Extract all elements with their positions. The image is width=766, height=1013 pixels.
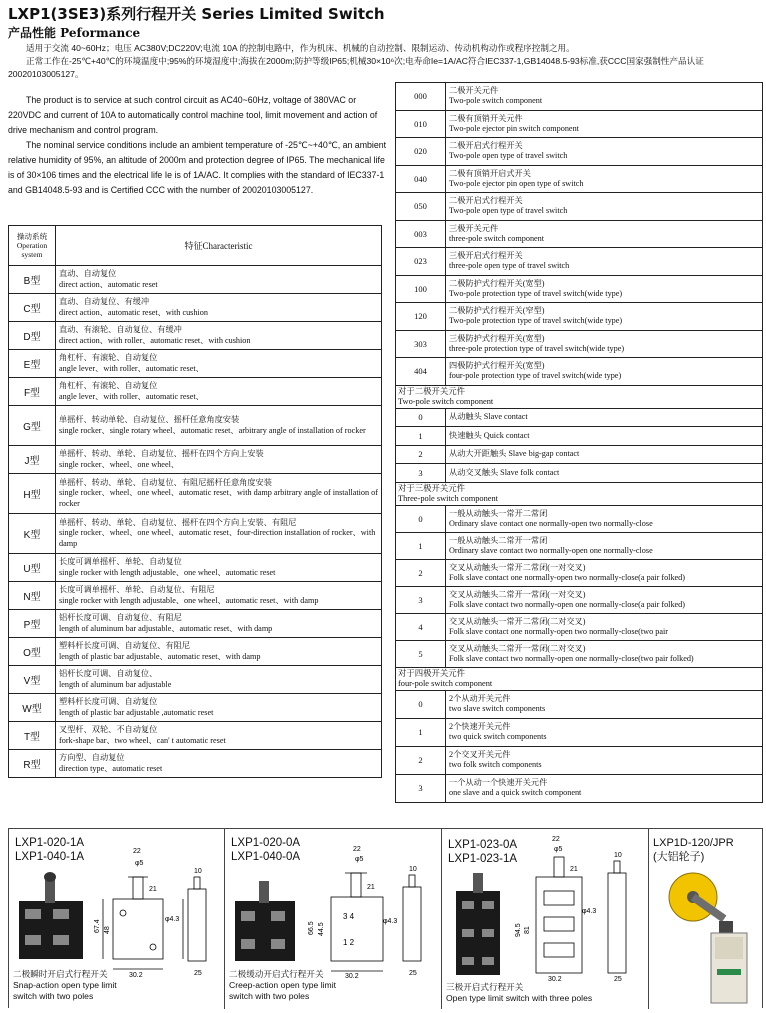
intro-paragraph-1: 适用于交流 40~60Hz；电压 AC380V;DC220V;电流 10A 的控制电路中，作为机床、机械的自动控制、限制运动、传动机构动作或程序控制之用。	[26, 43, 575, 53]
table-row	[396, 445, 763, 464]
description-cn: 一般从动触头一常开二常闭	[449, 508, 548, 518]
intro-paragraph-2: 正常工作在-25℃+40℃的环境温度中;95%的环境湿度中;海拔在2000m;防护等级IP65;机械30×10⁶次;电寿命Ie=1A/AC符合IEC337-1,GB14048.5-93标准,获CCC国家强制性产品认证20020103005127。	[8, 56, 704, 79]
english-paragraph-1: The product is to service at such control circuit as AC40~60Hz, voltage of 380VAC or 220VDC and current of 10A to automatically control machine tool, limit movement and action of drive mechanism and control program.	[8, 95, 378, 135]
code-cell: 0	[396, 505, 446, 532]
description-en: three-pole switch component	[449, 233, 545, 243]
table-row	[396, 138, 763, 166]
dim-302: 30.2	[345, 973, 359, 979]
description-cell	[446, 559, 763, 586]
description-cn: 交叉从动触头二常开一常闭(二对交叉)	[449, 643, 586, 653]
dim-302: 30.2	[548, 976, 562, 983]
switch-photo-2	[229, 867, 307, 967]
dim-10: 10	[614, 852, 622, 859]
description-cell	[446, 774, 763, 802]
switch-code-table	[395, 82, 763, 803]
characteristic-en: single rocker、wheel、one wheel、	[59, 459, 180, 469]
code-cell: 303	[396, 330, 446, 358]
description-en: Two-pole protection type of travel switch(wide type)	[449, 288, 623, 298]
description-en: Folk slave contact one normally-open two normally-close(a pair folked)	[449, 572, 685, 582]
section-three-pole	[396, 482, 763, 505]
description-cn: 2个从动开关元件	[449, 694, 511, 703]
operation-type: V型	[9, 666, 56, 694]
code-cell: 1	[396, 532, 446, 559]
characteristic-cell	[56, 322, 382, 350]
description-cn: 二极开关元件	[449, 86, 499, 96]
table-row	[396, 586, 763, 613]
dim-945: 94.5	[515, 923, 522, 937]
table-row	[9, 322, 382, 350]
table-row	[9, 378, 382, 406]
characteristic-en: fork-shape bar、two wheel、can' t automatic reset	[59, 735, 226, 745]
characteristic-en: single rocker、wheel、one wheel、automatic reset、with damp arbitrary angle of installation of rocker	[59, 488, 378, 508]
characteristic-en: single rocker、single rotary wheel、automatic reset、arbitrary angle of installation of rocker	[59, 425, 366, 435]
dim-10: 10	[409, 866, 417, 873]
characteristic-en: direct action、automatic reset	[59, 279, 158, 289]
characteristic-cn: 角杠杆、有滚轮、自动复位	[59, 353, 158, 362]
product-block-2	[225, 829, 441, 1009]
terminal-34: 3 4	[343, 912, 355, 921]
table-row	[396, 165, 763, 193]
code-cell: 4	[396, 613, 446, 640]
description-text: 从动交叉触头 Slave folk contact	[449, 467, 560, 477]
section-title-cn: 对于四极开关元件	[398, 668, 465, 678]
table-row	[396, 559, 763, 586]
operation-type: J型	[9, 446, 56, 474]
section-title-cn: 对于三极开关元件	[398, 483, 465, 493]
operation-type: W型	[9, 694, 56, 722]
table-row	[9, 554, 382, 582]
description-cell	[446, 275, 763, 303]
characteristic-cell	[56, 554, 382, 582]
code-cell: 3	[396, 464, 446, 483]
operation-type: O型	[9, 638, 56, 666]
dim-25: 25	[194, 970, 202, 977]
code-cell: 0	[396, 690, 446, 718]
description-en: four-pole protection type of travel switch(wide type)	[449, 371, 622, 381]
section-two-pole	[396, 385, 763, 408]
characteristic-cn: 单摇杆、转动、单轮、自动复位、摇杆在四个方向上安装	[59, 449, 264, 458]
table-row	[9, 446, 382, 474]
product-model-1a: LXP1-020-1A	[15, 837, 85, 849]
description-en: Two-pole open type of travel switch	[449, 151, 568, 161]
characteristic-cn: 单摇杆、转动、单轮、自动复位、有阻尼摇杆任意角度安装	[59, 477, 272, 487]
switch-photo-1	[11, 869, 91, 964]
product-block-3	[442, 829, 648, 1009]
table-row	[396, 220, 763, 248]
table-row	[9, 294, 382, 322]
description-text: 从动大开距触头 Slave big-gap contact	[449, 449, 580, 459]
operation-type: R型	[9, 750, 56, 778]
description-en: one slave and a quick switch component	[449, 788, 582, 797]
intro-english	[8, 93, 388, 198]
description-cell	[446, 505, 763, 532]
operation-type: T型	[9, 722, 56, 750]
operation-type: B型	[9, 266, 56, 294]
characteristic-cn: 角杠杆、有滚轮、自动复位	[59, 381, 158, 390]
dim-22: 22	[353, 846, 361, 853]
description-en: two quick switch components	[449, 732, 547, 741]
description-cell	[446, 138, 763, 166]
characteristic-cell	[56, 266, 382, 294]
table-row	[9, 666, 382, 694]
description-cell	[446, 718, 763, 746]
table-row	[396, 427, 763, 446]
dim-25: 25	[409, 970, 417, 977]
table-row	[9, 722, 382, 750]
table-row	[396, 303, 763, 331]
description-cn: 一个从动一个快速开关元件	[449, 778, 548, 787]
characteristic-en: length of aluminum bar adjustable、automatic reset、with damp	[59, 623, 273, 633]
table-row	[396, 505, 763, 532]
product-block-1	[9, 829, 224, 1009]
description-cell	[446, 427, 763, 446]
section-four-pole	[396, 667, 763, 690]
description-en: three-pole open type of travel switch	[449, 261, 570, 271]
characteristic-cell	[56, 750, 382, 778]
characteristic-cell	[56, 446, 382, 474]
characteristic-cn: 铝杆长度可调、自动复位、有阻尼	[59, 613, 182, 622]
characteristic-en: angle lever、with roller、automatic reset、	[59, 363, 204, 373]
table-row	[396, 690, 763, 718]
product-caption-2: 二极缓动开启式行程开关 Creep-action open type limit switch with two poles	[229, 969, 336, 1001]
description-cell	[446, 358, 763, 386]
description-text: 从动触头 Slave contact	[449, 412, 528, 422]
characteristic-en: single rocker with length adjustable、one wheel、automatic reset、with damp	[59, 595, 319, 605]
characteristic-cn: 单摇杆、转动、单轮、自动复位、摇杆在四个方向上安装、有阻尼	[59, 517, 297, 527]
code-cell: 020	[396, 138, 446, 166]
description-cell	[446, 165, 763, 193]
characteristic-cn: 直动、自动复位、有缓冲	[59, 297, 150, 306]
code-cell: 050	[396, 193, 446, 221]
code-cell: 404	[396, 358, 446, 386]
characteristic-en: direct action、with roller、automatic reset、with cushion	[59, 335, 251, 345]
dim-25: 25	[614, 976, 622, 983]
characteristic-cell	[56, 666, 382, 694]
description-cell	[446, 408, 763, 427]
description-cell	[446, 330, 763, 358]
section-header-cell	[396, 667, 763, 690]
characteristic-cn: 叉型杆、双轮、不自动复位	[59, 725, 158, 734]
product-model-3b: LXP1-023-1A	[448, 853, 518, 865]
description-cell	[446, 220, 763, 248]
description-en: Two-pole ejector pin switch component	[449, 123, 579, 133]
description-en: Two-pole ejector pin open type of switch	[449, 178, 584, 188]
operation-type: G型	[9, 406, 56, 446]
description-en: two folk switch components	[449, 760, 542, 769]
description-cn: 二极开启式行程开关	[449, 196, 523, 206]
characteristic-en: length of plastic bar adjustable ,automatic reset	[59, 707, 214, 717]
section-title-cn: 对于二极开关元件	[398, 386, 465, 396]
table-row	[396, 275, 763, 303]
dim-21: 21	[570, 866, 578, 873]
table-row	[9, 750, 382, 778]
section-header-cell	[396, 385, 763, 408]
description-cn: 交叉从动触头一常开二常闭(一对交叉)	[449, 562, 586, 572]
operation-system-table	[8, 225, 382, 778]
dim-22: 22	[133, 848, 141, 855]
description-cn: 二极防护式行程开关(窄型)	[449, 306, 545, 316]
table-row	[396, 718, 763, 746]
table-row	[9, 514, 382, 554]
description-cell	[446, 83, 763, 111]
characteristic-en: direct action、automatic reset、with cushion	[59, 307, 208, 317]
description-cell	[446, 110, 763, 138]
description-cell	[446, 640, 763, 667]
english-paragraph-2: The nominal service conditions include an ambient temperature of -25℃~+40℃, an ambient relative humidity of 95%, an altitude of 2000m and protection degree of IP65. The mechanical life is of 30×106 times and the electrical life Ie is of 1A/AC. It complies with the standard of IEC337-1 and GB14048.5-93 and is Certified CCC with the number of 20020103005127.	[8, 140, 387, 195]
dim-302: 30.2	[129, 972, 143, 979]
description-cn: 交叉从动触头二常开一常闭(一对交叉)	[449, 589, 586, 599]
code-cell: 000	[396, 83, 446, 111]
description-cn: 二极有顶销开关元件	[449, 113, 523, 123]
product-strip	[8, 828, 763, 1008]
description-cn: 2个快速开关元件	[449, 722, 511, 731]
table-row	[396, 464, 763, 483]
dim-phi43: φ4.3	[165, 916, 180, 923]
description-en: Ordinary slave contact two normally-open one normally-close	[449, 545, 653, 555]
description-cell	[446, 586, 763, 613]
characteristic-cn: 长度可调单摇杆、单轮、自动复位	[59, 557, 182, 566]
code-cell: 1	[396, 718, 446, 746]
description-text: 快速触头 Quick contact	[449, 430, 530, 440]
characteristic-cn: 塑料杆长度可调、自动复位、有阻尼	[59, 641, 191, 650]
table-header-row	[9, 226, 382, 266]
switch-photo-3	[448, 869, 508, 979]
description-en: Two-pole protection type of travel switch(wide type)	[449, 316, 623, 326]
description-en: two slave switch components	[449, 704, 546, 713]
characteristic-cell	[56, 638, 382, 666]
switch-drawing-1	[93, 839, 221, 979]
dim-phi43: φ4.3	[582, 908, 597, 915]
table-row	[396, 110, 763, 138]
description-cell	[446, 193, 763, 221]
characteristic-cell	[56, 582, 382, 610]
characteristic-cn: 直动、有滚轮、自动复位、有缓冲	[59, 325, 182, 334]
dim-22: 22	[552, 836, 560, 843]
characteristic-en: length of aluminum bar adjustable	[59, 679, 172, 689]
description-en: three-pole protection type of travel switch(wide type)	[449, 343, 625, 353]
table-row	[396, 330, 763, 358]
description-cell	[446, 690, 763, 718]
characteristic-cell	[56, 610, 382, 638]
table-row	[396, 193, 763, 221]
characteristic-en: direction type、automatic reset	[59, 763, 163, 773]
code-cell: 100	[396, 275, 446, 303]
description-cn: 一般从动触头二常开一常闭	[449, 535, 548, 545]
characteristic-cell	[56, 474, 382, 514]
dim-674: 67.4	[94, 919, 101, 933]
header-operation-system: 操动系统 Operation system	[9, 226, 56, 266]
table-row	[9, 406, 382, 446]
section-title-en: Three-pole switch component	[398, 493, 499, 503]
operation-type: C型	[9, 294, 56, 322]
switch-photo-4	[657, 869, 757, 1005]
table-row	[396, 774, 763, 802]
code-cell: 2	[396, 445, 446, 464]
code-cell: 2	[396, 559, 446, 586]
dim-48: 48	[104, 926, 111, 934]
table-row	[396, 532, 763, 559]
dim-phi43: φ4.3	[383, 918, 398, 925]
characteristic-en: single rocker with length adjustable、one wheel、automatic reset	[59, 567, 276, 577]
table-row	[9, 266, 382, 294]
table-row	[9, 474, 382, 514]
characteristic-cn: 直动、自动复位	[59, 269, 117, 278]
table-row	[396, 358, 763, 386]
section-title-en: Two-pole switch component	[398, 396, 494, 406]
product-model-4a: LXP1D-120/JPR	[653, 837, 734, 849]
description-cn: 四极防护式行程开关(宽型)	[449, 361, 545, 371]
characteristic-cn: 铝杆长度可调、自动复位、	[59, 669, 158, 678]
dim-phi5: φ5	[355, 856, 364, 863]
description-cn: 二极防护式行程开关(宽型)	[449, 278, 545, 288]
description-cell	[446, 445, 763, 464]
product-model-1b: LXP1-040-1A	[15, 851, 85, 863]
characteristic-en: length of plastic bar adjustable、automatic reset、with damp	[59, 651, 261, 661]
description-cn: 2个交叉开关元件	[449, 750, 511, 759]
description-cell	[446, 248, 763, 276]
table-row	[396, 248, 763, 276]
characteristic-cell	[56, 722, 382, 750]
characteristic-cell	[56, 514, 382, 554]
product-model-4b: (大铝轮子)	[653, 851, 705, 863]
operation-type: K型	[9, 514, 56, 554]
code-cell: 003	[396, 220, 446, 248]
description-cell	[446, 532, 763, 559]
description-cell	[446, 464, 763, 483]
characteristic-cn: 单摇杆、转动单轮、自动复位、摇杆任意角度安装	[59, 415, 240, 424]
description-cell	[446, 746, 763, 774]
terminal-12: 1 2	[343, 938, 355, 947]
characteristic-en: angle lever、with roller、automatic reset、	[59, 391, 204, 401]
characteristic-cn: 长度可调单摇杆、单轮、自动复位、有阻尼	[59, 585, 215, 594]
section-header-cell	[396, 482, 763, 505]
dim-81: 81	[524, 926, 531, 934]
product-caption-3: 三极开启式行程开关 Open type limit switch with three poles	[446, 982, 593, 1003]
switch-drawing-2	[305, 839, 439, 979]
page-title: LXP1(3SE3)系列行程开关 Series Limited Switch	[8, 5, 385, 23]
description-cn: 三极开启式行程开关	[449, 251, 523, 261]
code-cell: 2	[396, 746, 446, 774]
description-en: Folk slave contact one normally-open two normally-close(two pair	[449, 626, 668, 636]
operation-type: H型	[9, 474, 56, 514]
description-cell	[446, 613, 763, 640]
dim-21: 21	[367, 884, 375, 891]
operation-type: F型	[9, 378, 56, 406]
table-row	[9, 610, 382, 638]
header-characteristic: 特征Characteristic	[56, 226, 382, 266]
code-cell: 120	[396, 303, 446, 331]
description-cn: 三极防护式行程开关(宽型)	[449, 333, 545, 343]
code-cell: 0	[396, 408, 446, 427]
section-heading: 产品性能 Peformance	[8, 26, 141, 40]
characteristic-cell	[56, 694, 382, 722]
table-row	[9, 638, 382, 666]
characteristic-cell	[56, 350, 382, 378]
table-row	[9, 582, 382, 610]
characteristic-cn: 塑料杆长度可调、自动复位	[59, 697, 158, 706]
table-row	[396, 746, 763, 774]
description-en: Ordinary slave contact one normally-open two normally-close	[449, 518, 653, 528]
switch-drawing-3	[512, 833, 646, 983]
characteristic-cell	[56, 406, 382, 446]
table-row	[396, 640, 763, 667]
operation-type: N型	[9, 582, 56, 610]
code-cell: 023	[396, 248, 446, 276]
characteristic-cell	[56, 294, 382, 322]
code-cell: 040	[396, 165, 446, 193]
description-cn: 交叉从动触头一常开二常闭(二对交叉)	[449, 616, 586, 626]
operation-type: E型	[9, 350, 56, 378]
characteristic-cn: 方向型、自动复位	[59, 753, 125, 762]
description-cn: 二极开启式行程开关	[449, 141, 523, 151]
description-cn: 三极开关元件	[449, 223, 499, 233]
product-model-2b: LXP1-040-0A	[231, 851, 301, 863]
operation-type: U型	[9, 554, 56, 582]
section-title-en: four-pole switch component	[398, 678, 493, 688]
dim-445: 44.5	[318, 922, 325, 936]
table-row	[9, 350, 382, 378]
product-caption-1: 二极瞬时开启式行程开关 Snap-action open type limit switch with two poles	[13, 969, 117, 1001]
table-row	[396, 408, 763, 427]
operation-type: D型	[9, 322, 56, 350]
code-cell: 5	[396, 640, 446, 667]
characteristic-cell	[56, 378, 382, 406]
table-row	[396, 83, 763, 111]
description-cell	[446, 303, 763, 331]
code-cell: 3	[396, 586, 446, 613]
code-cell: 010	[396, 110, 446, 138]
description-cn: 二极有顶销开启式开关	[449, 168, 531, 178]
product-model-2a: LXP1-020-0A	[231, 837, 301, 849]
code-cell: 1	[396, 427, 446, 446]
dim-665: 66.5	[308, 921, 315, 935]
description-en: Folk slave contact two normally-open one normally-close(two pair folked)	[449, 653, 694, 663]
table-row	[9, 694, 382, 722]
product-model-3a: LXP1-023-0A	[448, 839, 518, 851]
description-en: Two-pole open type of travel switch	[449, 206, 568, 216]
dim-21: 21	[149, 886, 157, 893]
code-cell: 3	[396, 774, 446, 802]
dim-10: 10	[194, 868, 202, 875]
intro-chinese	[8, 42, 763, 81]
characteristic-en: single rocker、wheel、one wheel、automatic reset、four-direction installation of rocker、with damp	[59, 528, 376, 548]
dim-phi5: φ5	[554, 846, 563, 853]
table-row	[396, 613, 763, 640]
dim-phi5: φ5	[135, 860, 144, 867]
operation-type: P型	[9, 610, 56, 638]
product-block-4	[649, 829, 763, 1009]
description-en: Two-pole switch component	[449, 96, 543, 106]
description-en: Folk slave contact two normally-open one normally-close(a pair folked)	[449, 599, 685, 609]
